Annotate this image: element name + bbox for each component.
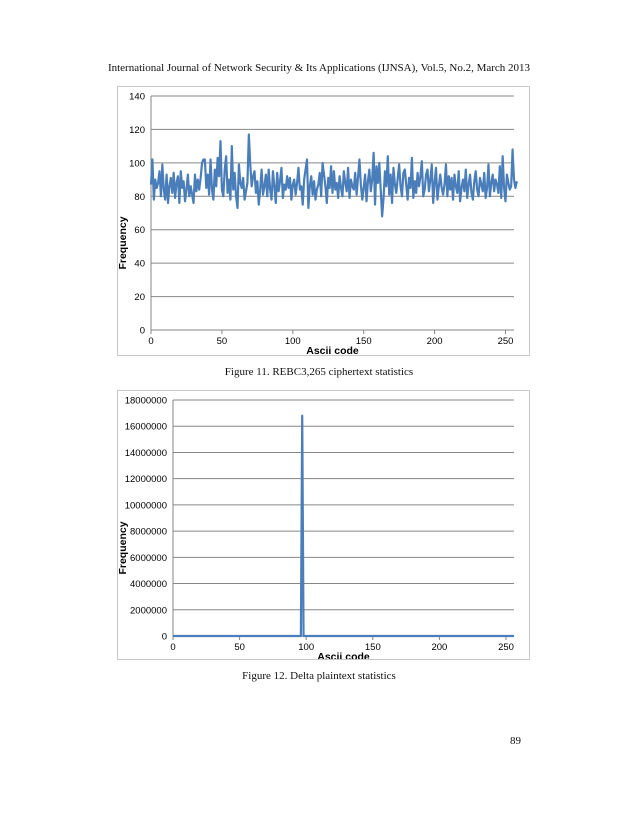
x-axis-title: Ascii code: [306, 345, 359, 355]
y-tick-label: 60: [134, 225, 145, 237]
x-tick-label: 0: [148, 336, 154, 347]
y-tick-label: 0: [139, 325, 145, 337]
x-tick-label: 200: [426, 336, 443, 347]
y-tick-label: 80: [134, 191, 145, 203]
y-tick-label: 40: [134, 258, 145, 270]
x-tick-label: 50: [216, 336, 228, 347]
y-tick-label: 6000000: [130, 552, 167, 564]
y-tick-label: 8000000: [130, 526, 167, 538]
x-tick-label: 50: [234, 642, 245, 653]
y-tick-label: 2000000: [130, 605, 167, 617]
x-tick-label: 100: [284, 336, 301, 347]
x-tick-label: 100: [298, 642, 315, 653]
page-number: 89: [510, 735, 521, 747]
figure-11-caption: Figure 11. REBC3,265 ciphertext statistics: [224, 366, 414, 378]
series-line: [151, 134, 517, 216]
y-tick-label: 20: [134, 292, 145, 304]
y-axis-title: Frequency: [118, 216, 129, 270]
y-tick-label: 140: [129, 91, 145, 103]
y-tick-label: 120: [129, 124, 145, 136]
chart-ciphertext-svg: [118, 87, 529, 355]
series-line: [173, 416, 514, 636]
x-tick-label: 150: [364, 642, 381, 653]
y-tick-label: 0: [161, 631, 167, 643]
running-header: International Journal of Network Security & Its Applications (IJNSA), Vol.5, No.2, March 2013: [107, 62, 531, 74]
figure-12-caption: Figure 12. Delta plaintext statistics: [242, 670, 396, 682]
y-tick-label: 14000000: [124, 447, 167, 459]
y-tick-label: 12000000: [124, 474, 167, 486]
chart-delta-plaintext-svg: [118, 391, 529, 659]
chart-ciphertext-statistics: [117, 86, 530, 356]
x-tick-label: 150: [355, 336, 372, 347]
x-tick-label: 0: [170, 642, 176, 653]
x-tick-label: 200: [431, 642, 448, 653]
y-tick-label: 16000000: [124, 421, 167, 433]
y-tick-label: 100: [129, 158, 145, 170]
y-tick-label: 4000000: [130, 579, 167, 591]
x-tick-label: 250: [497, 336, 514, 347]
y-axis-title: Frequency: [118, 521, 129, 575]
chart-delta-plaintext-statistics: [117, 390, 530, 660]
y-tick-label: 18000000: [124, 395, 167, 407]
x-axis-title: Ascii code: [317, 651, 370, 659]
y-tick-label: 10000000: [124, 500, 167, 512]
x-tick-label: 250: [498, 642, 514, 653]
